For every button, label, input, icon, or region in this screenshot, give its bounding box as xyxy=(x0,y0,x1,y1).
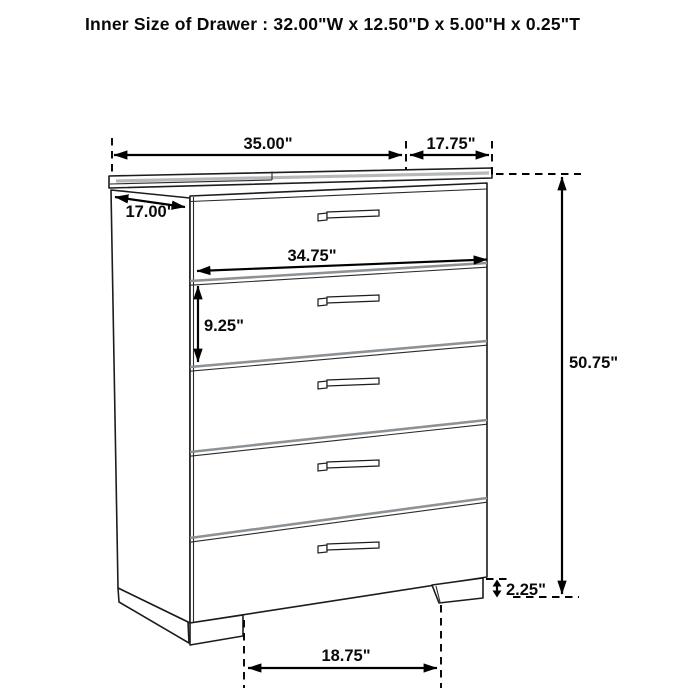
dim-overall-height xyxy=(562,177,618,594)
front-face-outline xyxy=(190,183,487,623)
dim-top-depth xyxy=(410,135,489,155)
dim-top-width xyxy=(114,135,402,155)
dim-label-foot-span: 18.75" xyxy=(321,647,371,665)
dim-foot-span xyxy=(248,647,437,668)
dim-label-drawer-height: 9.25" xyxy=(204,317,244,335)
dim-label-drawer-width: 34.75" xyxy=(287,247,337,265)
dim-label-foot-height: 2.25" xyxy=(506,581,546,599)
dim-label-overall-height: 50.75" xyxy=(569,354,619,372)
dim-label-top-depth: 17.75" xyxy=(426,135,476,153)
dim-label-top-width: 35.00" xyxy=(243,135,293,153)
dim-foot-height xyxy=(493,580,546,600)
chest-side-panel xyxy=(111,190,190,623)
chest-drawing xyxy=(109,168,492,645)
dim-label-side-depth: 17.00" xyxy=(125,203,175,221)
diagram-title: Inner Size of Drawer : 32.00"W x 12.50"D x 5.00"H x 0.25"T xyxy=(85,14,581,34)
chest-front-face xyxy=(190,183,487,623)
